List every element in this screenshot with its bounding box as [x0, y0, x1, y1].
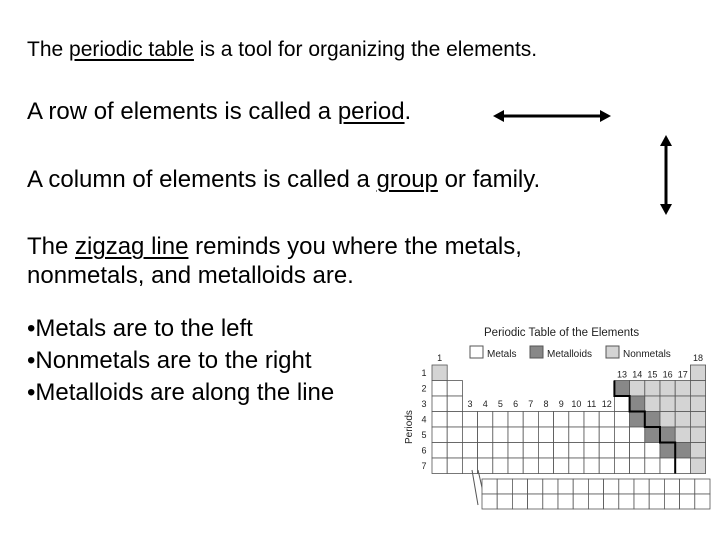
element-cell [493, 458, 508, 474]
element-cell [645, 443, 660, 459]
inner-transition-cell [543, 479, 558, 494]
element-cell [645, 458, 660, 474]
element-cell [447, 381, 462, 397]
element-cell [493, 412, 508, 428]
element-cell [690, 365, 705, 381]
inner-transition-cell [482, 494, 497, 509]
group-number: 13 [616, 369, 628, 380]
element-cell [523, 458, 538, 474]
element-cell [538, 412, 553, 428]
inner-transition-cell [680, 494, 695, 509]
legend-nonmetals-swatch [606, 346, 619, 358]
element-cell [478, 412, 493, 428]
element-cell [584, 458, 599, 474]
element-cell [508, 412, 523, 428]
element-cell [690, 458, 705, 474]
group-number: 16 [662, 369, 673, 380]
element-cell [432, 412, 447, 428]
statement-periodic-table: The periodic table is a tool for organizing the elements. [27, 38, 538, 61]
group-number: 9 [558, 399, 564, 409]
group-number: 14 [632, 369, 643, 380]
element-cell [462, 427, 477, 443]
element-cell [447, 458, 462, 474]
element-cell [675, 412, 690, 428]
element-cell [447, 412, 462, 428]
group-number: 18 [692, 353, 704, 363]
legend-metalloids-swatch [530, 346, 543, 358]
group-number: 4 [482, 399, 488, 409]
inner-transition-cell [664, 479, 679, 494]
element-cell [675, 396, 690, 412]
inner-transition-cell [528, 479, 543, 494]
element-cell [462, 443, 477, 459]
element-cell [462, 458, 477, 474]
term-periodic-table: periodic table [69, 38, 194, 61]
period-number: 1 [421, 368, 427, 378]
period-number: 3 [421, 399, 427, 409]
inner-transition-cell [512, 494, 527, 509]
group-number: 10 [571, 399, 582, 409]
group-number: 15 [647, 369, 658, 380]
element-cell [690, 443, 705, 459]
inner-transition-cell [543, 494, 558, 509]
element-cell [538, 458, 553, 474]
element-cell [645, 412, 660, 428]
period-number: 6 [421, 445, 427, 456]
inner-transition-cell [588, 479, 603, 494]
inner-transition-cell [604, 479, 619, 494]
inner-transition-cell [664, 494, 679, 509]
element-cell [675, 458, 690, 474]
element-cell [554, 458, 569, 474]
element-cell [690, 412, 705, 428]
element-cell [599, 443, 614, 459]
element-cell [645, 427, 660, 443]
element-cell [538, 427, 553, 443]
inner-transition-cell [634, 479, 649, 494]
element-cell [690, 427, 705, 443]
inner-transition-cell [497, 494, 512, 509]
inner-transition-cell [497, 479, 512, 494]
element-cell [569, 443, 584, 459]
element-cell [523, 427, 538, 443]
bullet-metals: •Metals are to the left [27, 315, 253, 342]
element-cell [478, 443, 493, 459]
inner-transition-cell [695, 494, 710, 509]
element-cell [614, 381, 629, 397]
element-cell [599, 458, 614, 474]
inner-transition-cell [680, 479, 695, 494]
element-cell [584, 427, 599, 443]
element-cell [432, 396, 447, 412]
element-cell [569, 458, 584, 474]
inner-transition-cell [573, 494, 588, 509]
element-cell [554, 443, 569, 459]
inner-transition-cell [619, 479, 634, 494]
element-cell [432, 427, 447, 443]
element-cell [538, 443, 553, 459]
element-cell [630, 458, 645, 474]
element-cell [690, 381, 705, 397]
element-cell [614, 427, 629, 443]
inner-transition-cell [588, 494, 603, 509]
element-cell [432, 365, 447, 381]
inner-transition-cell [649, 479, 664, 494]
group-number: 3 [467, 399, 473, 409]
element-cell [569, 427, 584, 443]
inner-transition-cell [695, 479, 710, 494]
element-cell [432, 443, 447, 459]
legend-metals-label: Metals [487, 349, 517, 360]
element-cell [584, 443, 599, 459]
element-cell [508, 458, 523, 474]
group-number: 17 [677, 369, 688, 380]
legend-metals-swatch [470, 346, 483, 358]
inner-transition-cell [558, 494, 573, 509]
element-cell [690, 396, 705, 412]
element-cell [660, 443, 675, 459]
inner-transition-cell [573, 479, 588, 494]
element-cell [675, 427, 690, 443]
statement-zigzag: The zigzag line reminds you where the metals, nonmetals, and metalloids are. [27, 233, 522, 289]
periods-axis-label: Periods [404, 410, 415, 444]
inner-transition-cell [482, 479, 497, 494]
inner-transition-cell [604, 494, 619, 509]
bullet-nonmetals: •Nonmetals are to the right [27, 347, 312, 374]
element-cell [675, 443, 690, 459]
group-number: 5 [497, 399, 503, 409]
element-cell [523, 412, 538, 428]
element-cell [523, 443, 538, 459]
period-number: 2 [421, 383, 427, 394]
inner-transition-cell [528, 494, 543, 509]
group-number: 11 [586, 399, 597, 409]
element-cell [630, 443, 645, 459]
element-cell [630, 412, 645, 428]
legend-nonmetals-label: Nonmetals [623, 349, 671, 360]
periodic-table-title: Periodic Table of the Elements [484, 327, 640, 339]
element-cell [660, 381, 675, 397]
element-cell [508, 443, 523, 459]
element-cell [447, 443, 462, 459]
element-cell [614, 443, 629, 459]
statement-group: A column of elements is called a group or family. [27, 166, 541, 193]
group-number: 1 [437, 353, 443, 363]
element-cell [493, 427, 508, 443]
period-number: 4 [421, 414, 427, 425]
element-cell [614, 458, 629, 474]
inner-transition-cell [512, 479, 527, 494]
element-cell [432, 381, 447, 397]
period-number: 7 [421, 461, 427, 471]
group-number: 6 [513, 399, 519, 409]
inner-transition-cell [634, 494, 649, 509]
inner-transition-cell [619, 494, 634, 509]
element-cell [660, 427, 675, 443]
element-cell [660, 412, 675, 428]
element-cell [630, 381, 645, 397]
element-cell [660, 458, 675, 474]
element-cell [630, 427, 645, 443]
element-cell [599, 427, 614, 443]
element-cell [478, 427, 493, 443]
bullet-metalloids: •Metalloids are along the line [27, 379, 335, 406]
element-cell [447, 396, 462, 412]
element-cell [493, 443, 508, 459]
element-cell [675, 381, 690, 397]
element-cell [508, 427, 523, 443]
element-cell [447, 427, 462, 443]
element-cell [432, 458, 447, 474]
element-cell [630, 396, 645, 412]
element-cell [599, 412, 614, 428]
term-group: group [376, 166, 438, 193]
element-cell [462, 412, 477, 428]
inner-transition-cell [558, 479, 573, 494]
statement-period: A row of elements is called a period. [27, 98, 412, 125]
legend-metalloids-label: Metalloids [547, 349, 593, 360]
element-cell [584, 412, 599, 428]
period-number: 5 [421, 430, 427, 440]
term-period: period [337, 98, 405, 125]
element-cell [478, 458, 493, 474]
element-cell [614, 412, 629, 428]
term-zigzag-line: zigzag line [75, 233, 189, 260]
element-cell [660, 396, 675, 412]
element-cell [569, 412, 584, 428]
element-cell [645, 396, 660, 412]
element-cell [554, 412, 569, 428]
inner-transition-cell [649, 494, 664, 509]
group-number: 8 [543, 399, 549, 409]
group-number: 12 [601, 399, 612, 409]
element-cell [645, 381, 660, 397]
group-number: 7 [528, 399, 534, 409]
element-cell [554, 427, 569, 443]
element-cell [614, 396, 629, 412]
inner-transition-rows [472, 470, 710, 509]
